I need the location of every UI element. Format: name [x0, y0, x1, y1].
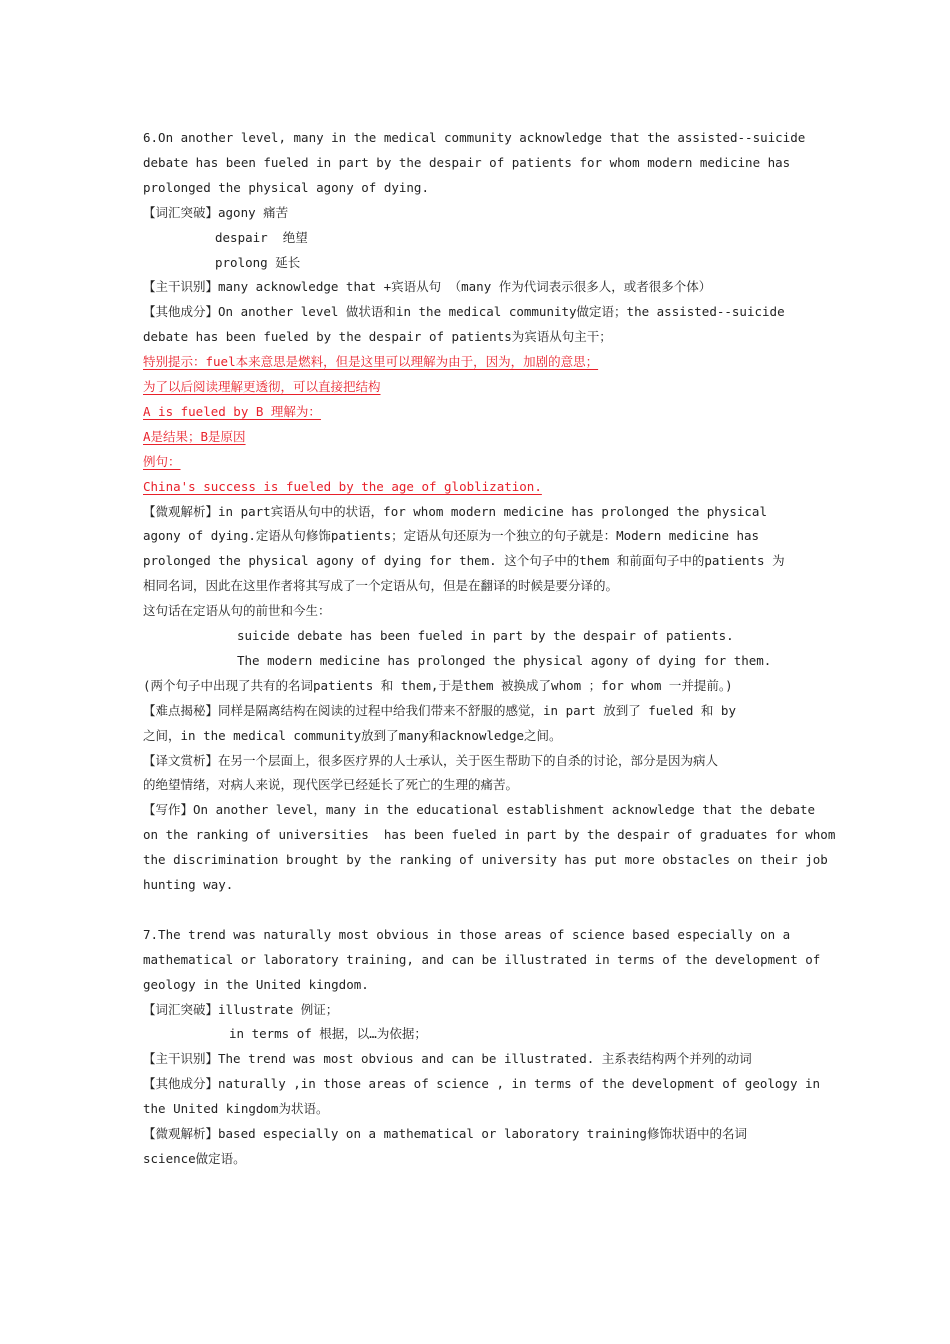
highlight-note-line: 特别提示：fuel本来意思是燃料，但是这里可以理解为由于，因为，加剧的意思； — [143, 354, 599, 370]
text-line: hunting way. — [143, 877, 234, 892]
text-line: 【难点揭秘】同样是隔离结构在阅读的过程中给我们带来不舒服的感觉，in part 放到了 fueled 和 by — [143, 702, 736, 718]
text-line: suicide debate has been fueled in part by the despair of patients. — [237, 628, 734, 643]
text-line: 【微观解析】based especially on a mathematical or laboratory training修饰状语中的名词 — [143, 1126, 747, 1141]
text-line: 的绝望情绪，对病人来说，现代医学已经延长了死亡的生理的痛苦。 — [143, 777, 519, 793]
text-line: debate has been fueled in part by the despair of patients for whom modern medicine has — [143, 154, 791, 170]
text-line: debate has been fueled by the despair of patients为宾语从句主干； — [143, 329, 612, 345]
highlight-note-line: China's success is fueled by the age of globlization. — [143, 478, 542, 494]
text-line: 【主干识别】The trend was most obvious and can be illustrated. 主系表结构两个并列的动词 — [143, 1051, 752, 1067]
highlight-note-line: A is fueled by B 理解为： — [143, 403, 321, 419]
text-line: in terms of 根据，以…为依据； — [229, 1026, 427, 1042]
text-line: 【译文赏析】在另一个层面上，很多医疗界的人士承认，关于医生帮助下的自杀的讨论，部分是因为病人 — [143, 752, 719, 768]
text-line: the United kingdom为状语。 — [143, 1101, 329, 1117]
text-line: (两个句子中出现了共有的名词patients 和 them,于是them 被换成了whom ；for whom 一并提前。) — [143, 677, 733, 693]
text-line: mathematical or laboratory training, and can be illustrated in terms of the development of — [143, 951, 821, 967]
text-line: on the ranking of universities has been fueled in part by the despair of graduates for whom — [143, 827, 836, 843]
text-line: prolonged the physical agony of dying. — [143, 179, 429, 195]
text-line: the discrimination brought by the ranking of university has put more obstacles on their job — [143, 852, 828, 868]
text-line: 7.The trend was naturally most obvious in those areas of science based especially on a — [143, 926, 791, 942]
text-line: 【词汇突破】agony 痛苦 — [143, 204, 289, 220]
text-line: 【主干识别】many acknowledge that +宾语从句 （many 作为代词表示很多人，或者很多个体） — [143, 279, 712, 295]
text-line: prolonged the physical agony of dying for them. 这个句子中的them 和前面句子中的patients 为 — [143, 553, 785, 569]
text-line: 【微观解析】in part宾语从句中的状语，for whom modern medicine has prolonged the physical — [143, 503, 767, 519]
highlight-note-line: 例句： — [143, 453, 181, 469]
text-line: 【词汇突破】illustrate 例证； — [143, 1001, 339, 1017]
text-line: science做定语。 — [143, 1150, 246, 1166]
text-line: despair 绝望 — [215, 229, 308, 245]
text-line: 【其他成分】On another level 做状语和in the medical community做定语；the assisted--suicide — [143, 304, 785, 320]
text-line: 【其他成分】naturally ,in those areas of science , in terms of the development of geology in — [143, 1076, 821, 1092]
text-line: 【写作】On another level，many in the educational establishment acknowledge that the debate — [143, 802, 816, 818]
text-line: 之间，in the medical community放到了many和acknowledge之间。 — [143, 727, 562, 743]
highlight-note-line: 为了以后阅读理解更透彻，可以直接把结构 — [143, 379, 381, 394]
text-line: The modern medicine has prolonged the physical agony of dying for them. — [237, 652, 772, 668]
text-line: 这句话在定语从句的前世和今生： — [143, 603, 331, 619]
text-line: 相同名词，因此在这里作者将其写成了一个定语从句，但是在翻译的时候是要分译的。 — [143, 578, 619, 594]
text-line: geology in the United kingdom. — [143, 976, 369, 992]
text-line: agony of dying.定语从句修饰patients；定语从句还原为一个独立的句子就是：Modern medicine has — [143, 528, 760, 544]
highlight-note-line: A是结果；B是原因 — [143, 428, 246, 444]
text-line: 6.On another level, many in the medical community acknowledge that the assisted--suicide — [143, 130, 806, 145]
text-line: prolong 延长 — [215, 254, 301, 270]
